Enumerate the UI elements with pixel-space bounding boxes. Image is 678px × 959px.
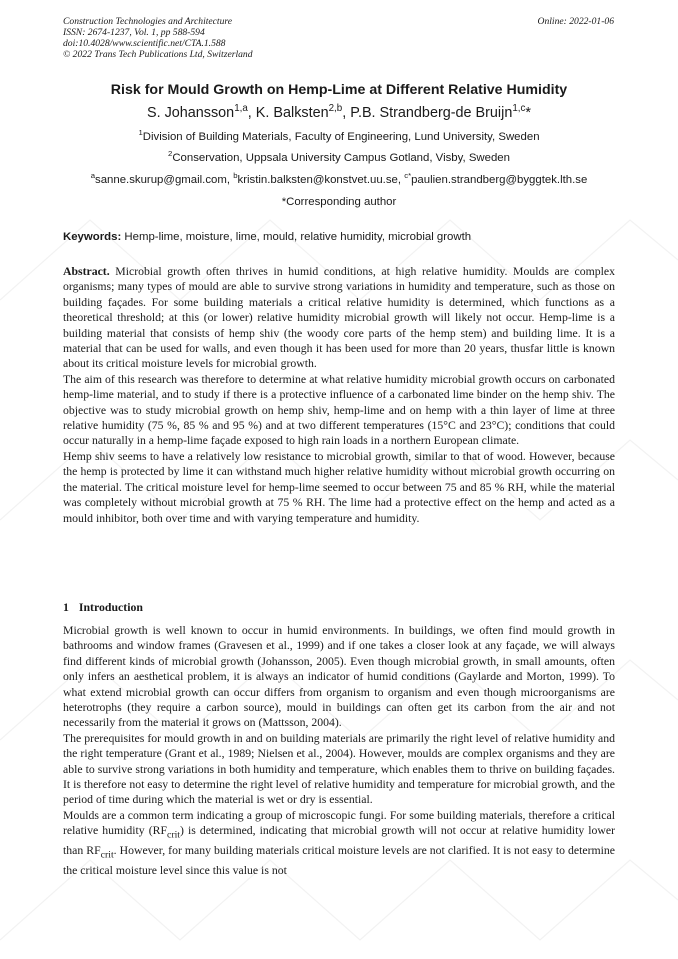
affiliation-sup: 1 (138, 128, 143, 138)
body-paragraph (63, 808, 615, 878)
affiliation-text: Conservation, Uppsala University Campus Gotland, Visby, Sweden (172, 152, 510, 164)
email-link[interactable]: kristin.balksten@konstvet.uu.se, (237, 174, 405, 186)
author-sup: 1,a (234, 103, 248, 115)
email-link[interactable]: paulien.strandberg@byggtek.lth.se (411, 174, 588, 186)
author-sep: , (247, 105, 256, 121)
email-line (0, 171, 678, 186)
author-sep: , (342, 105, 351, 121)
keywords-text: Hemp-lime, moisture, lime, mould, relative humidity, microbial growth (121, 231, 472, 243)
author-sup: 2,b (328, 103, 343, 115)
section-heading (63, 600, 153, 615)
journal-meta (63, 16, 253, 60)
subscript-crit: crit (100, 849, 114, 861)
abstract-text: Microbial growth often thrives in humid conditions, at high relative humidity. Moulds are complex organisms; many types of mould are able to survive strong variations in humidity and temperature, such as those on building façades. For some building materials a critical relative humidity is determined, which functions as a theoretical threshold; at this (or lower) relative humidity microbial growth will likely not occur. Hemp-lime is a building material that consists of hemp shiv (the woody core parts of the hemp stem) and building lime. It is a material that can be used for walls, and even though it has been used for more than 20 years, thusfar little is known about its critical moisture levels for microbial growth. (63, 265, 615, 371)
journal-name: Construction Technologies and Architecture (63, 16, 233, 27)
body-paragraph: The prerequisites for mould growth in and on building materials are primarily the right level of relative humidity and the right temperature (Grant et al., 1989; Nielsen et al., 2004). However, moulds are complex organisms and they are able to survive strong variations in both humidity and temperature, which enables them to thrive on building façades. It is therefore not easy to determine the right level of relative humidity and temperature for microbial growth, and the period of time during which the material is wet or dry is essential. (63, 731, 615, 807)
body-text: ) is determined, indicating that microbial growth will not occur at relative humidity lower than RF (63, 824, 615, 858)
section-title: Introduction (78, 600, 143, 614)
author-sup: 1,c (512, 103, 526, 115)
section-number: 1 (63, 600, 69, 614)
abstract-paragraph: The aim of this research was therefore to determine at what relative humidity microbial growth occurs on carbonated hemp-lime material, and to study if there is a protective influence of a carbonated lime binder on the hemp shiv. The objective was to study microbial growth on hemp shiv, hemp-lime and on hemp with a thin layer of lime at three relative humidity (75 %, 85 % and 95 %) and at two different temperatures (15°C and 23°C); conditions that could occur naturally in a hemp-lime façade exposed to high rain loads in a northern European climate. (63, 372, 615, 448)
email-sup: c* (404, 171, 412, 181)
email-link[interactable]: sanne.skurup@gmail.com, (95, 174, 234, 186)
copyright: © 2022 Trans Tech Publications Ltd, Switzerland (63, 49, 253, 60)
paper-title: Risk for Mould Growth on Hemp-Lime at Different Relative Humidity (110, 82, 568, 98)
affiliation-1 (0, 128, 678, 143)
body-text: Moulds are a common term indicating a group of microscopic fungi. For some building materials, therefore a critical relative humidity (RF (63, 808, 615, 838)
abstract-paragraph: Hemp shiv seems to have a relatively low resistance to microbial growth, similar to that of wood. However, because the hemp is protected by lime it can withstand much higher relative humidity without microbial growth occurring on the material. The critical moisture level for hemp-lime seemed to occur between 75 and 85 % RH, while the material was completely without microbial growth at 75 % RH. The lime had a protective effect on the hemp and acted as a mould inhibitor, both over time and with varying temperature and humidity. (63, 449, 615, 525)
author-sep: * (525, 105, 532, 121)
body-paragraph: Microbial growth is well known to occur in humid environments. In buildings, we often find mould growth in bathrooms and window frames (Gravesen et al., 1999) and if one takes a closer look at any façade, we will always find different kinds of microbial growth (Johansson, 2005). Even though microbial growth, in small amounts, often only infers an aesthetical problem, it is always an indicator of humid conditions (Gaylarde and Morton, 1999). To what extend microbial growth can occur differs from organism to organism and even though microorganisms are heterotrophs (they require a carbon source), mould in buildings can often get its carbon from the air and not necessarily from the material it grows on (Mattsson, 2004). (63, 624, 615, 730)
author-name: P.B. Strandberg-de Bruijn (350, 105, 513, 121)
introduction-body (63, 623, 615, 878)
online-date: Online: 2022-01-06 (537, 16, 614, 27)
affiliation-2 (0, 149, 678, 164)
affiliation-text: Division of Building Materials, Faculty of Engineering, Lund University, Sweden (142, 131, 540, 143)
issn: ISSN: 2674-1237, Vol. 1, pp 588-594 (63, 27, 205, 38)
abstract-paragraph (63, 264, 615, 372)
email-sup: b (233, 171, 238, 181)
email-sup: a (90, 171, 95, 181)
doi[interactable]: doi:10.4028/www.scientific.net/CTA.1.588 (63, 38, 226, 49)
author-name: K. Balksten (255, 105, 329, 121)
author-name: S. Johansson (146, 105, 235, 121)
affiliation-sup: 2 (168, 149, 173, 159)
body-text: . However, for many building materials critical moisture levels are not clarified. It is not easy to determine the critical moisture level since this value is not (63, 844, 616, 877)
corresponding-note: *Corresponding author (281, 196, 397, 208)
keywords (63, 231, 471, 243)
keywords-label: Keywords: (63, 231, 122, 243)
author-list (0, 105, 678, 121)
abstract (63, 264, 615, 526)
abstract-label: Abstract. (63, 265, 110, 278)
subscript-crit: crit (166, 829, 181, 841)
